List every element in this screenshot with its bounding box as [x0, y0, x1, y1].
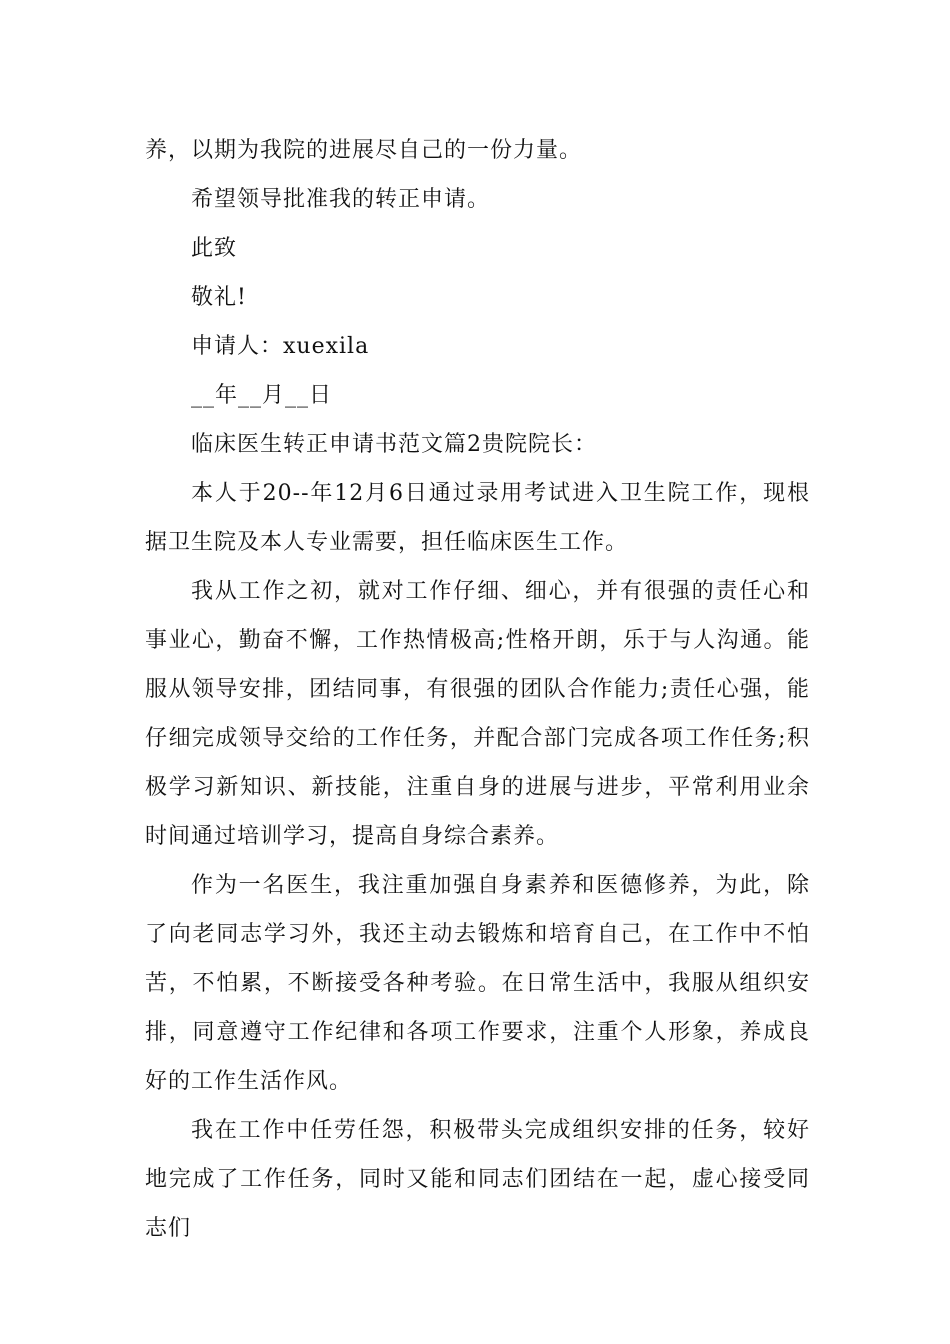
section-heading: 临床医生转正申请书范文篇2贵院院长：	[191, 432, 597, 457]
paragraph-intro: 本人于20--年12月6日通过录用考试进入卫生院工作，现根据卫生院及本人专业需要，担任临床医生工作。	[145, 481, 810, 555]
date-line: __年__月__日	[191, 383, 333, 408]
paragraph-continuation: 养，以期为我院的进展尽自己的一份力量。	[145, 138, 583, 163]
closing-regards: 敬礼!	[191, 285, 247, 310]
paragraph-request: 希望领导批准我的转正申请。	[191, 187, 491, 212]
paragraph-ethics: 作为一名医生，我注重加强自身素养和医德修养，为此，除了向老同志学习外，我还主动去锻炼和培育自己，在工作中不怕苦，不怕累，不断接受各种考验。在日常生活中，我服从组织安排，同意遵守工作纪律和各项工作要求，注重个人形象，养成良好的工作生活作风。	[145, 873, 810, 1094]
paragraph-work-attitude: 我从工作之初，就对工作仔细、细心，并有很强的责任心和事业心，勤奋不懈，工作热情极高;性格开朗，乐于与人沟通。能服从领导安排，团结同事，有很强的团队合作能力;责任心强，能仔细完成领导交给的工作任务，并配合部门完成各项工作任务;积极学习新知识、新技能，注重自身的进展与进步，平常利用业余时间通过培训学习，提高自身综合素养。	[145, 579, 810, 849]
document-body	[145, 126, 810, 1253]
paragraph-diligence: 我在工作中任劳任怨，积极带头完成组织安排的任务，较好地完成了工作任务，同时又能和同志们团结在一起，虚心接受同志们	[145, 1118, 810, 1241]
applicant-name: 申请人：xuexila	[191, 334, 370, 359]
closing-salutation: 此致	[191, 236, 238, 261]
